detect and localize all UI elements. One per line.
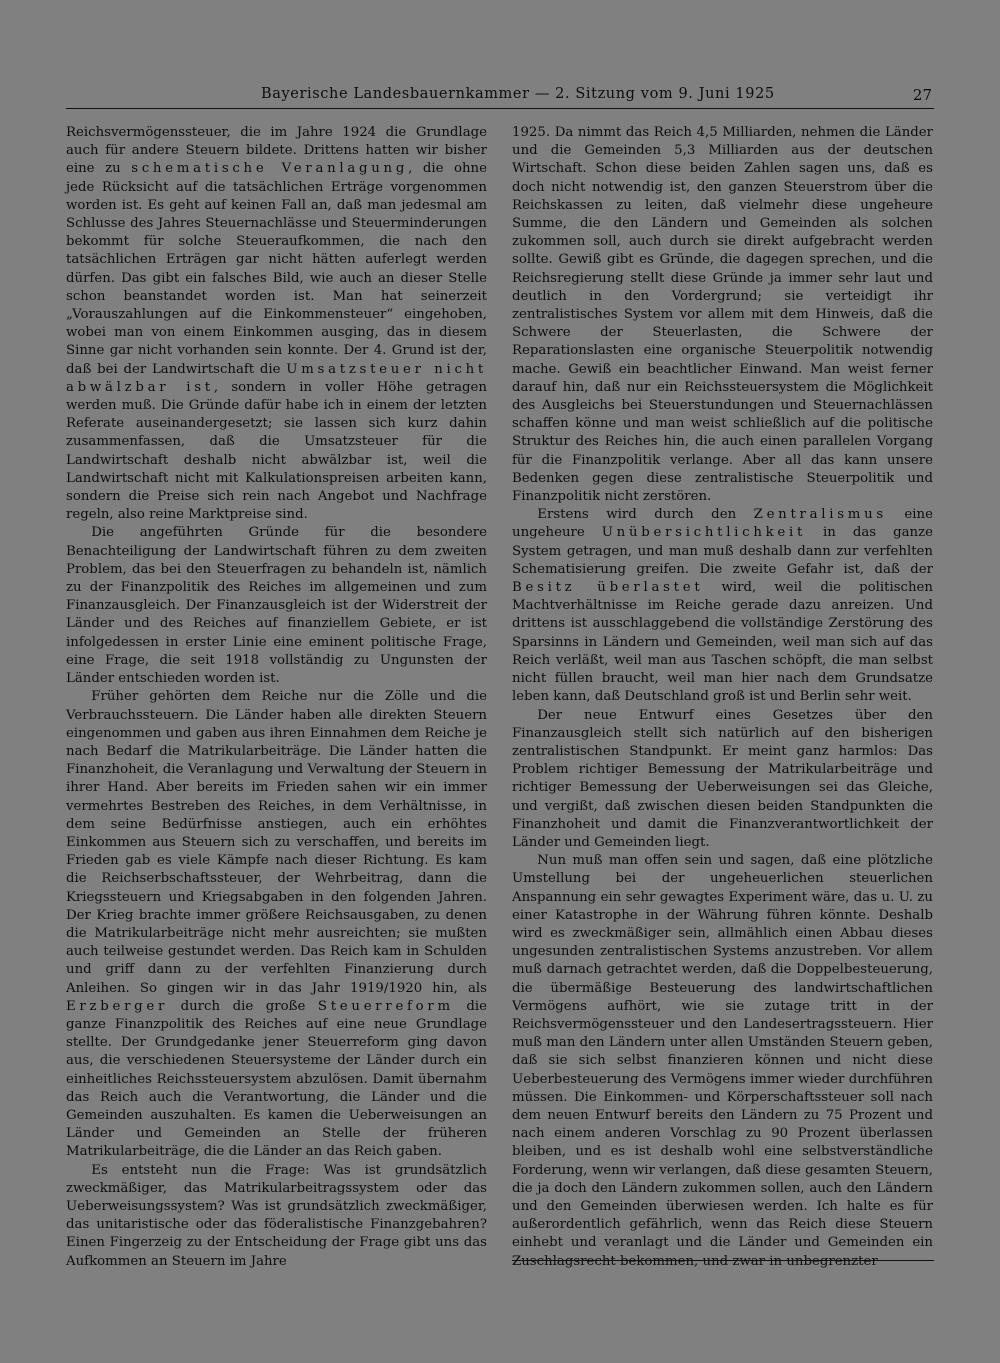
running-header	[66, 86, 934, 109]
bottom-rule	[512, 1260, 934, 1261]
right-paragraph-1: 1925. Da nimmt das Reich 4,5 Milliarden, nehmen die Länder und die Gemeinden 5,3 Milliarden aus der deutschen Wirtschaft. Schon diese beiden Zahlen sagen uns, daß es doch nicht notwendig ist, den ganzen Steuerstrom über die Reichskassen zu leiten, daß vielmehr diese ungeheure Summe, die den Ländern und Gemeinden als solchen zukommen soll, auch durch sie direkt aufgebracht werden sollte. Gewiß gibt es Gründe, die dagegen sprechen, und die Reichsregierung stellt diese Gründe ja immer sehr laut und deutlich in den Vordergrund; sie verteidigt ihr zentralistisches System vor allem mit dem Hinweis, daß die Schwere der Steuerlasten, die Schwere der Reparationslasten eine organische Steuerpolitik notwendig mache. Gewiß ein beachtlicher Einwand. Man weist ferner darauf hin, daß nur ein Reichssteuersystem die Möglichkeit des Ausgleichs bei Steuerstundungen und Steuernachlässen schaffen könne und man weist schließlich auf die politische Struktur des Reiches hin, die auch einen parallelen Vorgang für die Finanzpolitik verlange. Aber all das kann unsere Bedenken gegen diese zentralistische Steuerpolitik und Finanzpolitik nicht zerstören.	[512, 125, 933, 505]
running-title: Bayerische Landesbauernkammer — 2. Sitzung vom 9. Juni 1925	[261, 86, 775, 102]
left-paragraph-3	[66, 688, 487, 1161]
left-column	[66, 124, 487, 1271]
emphasis-text: Umsatzsteuer nicht abwälzbar ist	[66, 361, 487, 395]
emphasis-text: Erzberger	[66, 998, 169, 1014]
text-run: Reichsvermögenssteuer, die im Jahre 1924 die Grundlage auch für andere Steuern bildete. Drittens hatten wir bisher eine zu	[66, 125, 487, 177]
text-run: , sondern in voller Höhe getragen werden muß. Die Gründe dafür habe ich in einem der letzten Referate auseinandergesetzt; sie lassen sich kurz dahin zusammenfassen, daß die Umsatzsteuer für die Landwirtschaft deshalb nicht abwälzbar ist, weil die Landwirtschaft nicht mit Kalkulationspreisen arbeiten kann, sondern die Preise sich rein nach Angebot und Nachfrage regeln, also reine Marktpreise sind.	[66, 379, 487, 523]
text-run: Früher gehörten dem Reiche nur die Zölle und die Verbrauchssteuern. Die Länder haben alle direkten Steuern eingenommen und gaben aus ihren Einnahmen dem Reiche je nach Bedarf die Matrikularbeiträge. Die Länder hatten die Finanzhoheit, die Veranlagung und Verwaltung der Steuern in ihrer Hand. Aber bereits im Frieden sahen wir ein immer vermehrtes Bestreben des Reiches, in dem Verhältnisse, in dem seine Bedürfnisse anstiegen, auch ein erhöhtes Einkommen aus Steuern sich zu verschaffen, und bereits im Frieden gab es viele Kämpfe nach dieser Richtung. Es kam die Reichserbschaftssteuer, der Wehrbeitrag, dann die Kriegssteuern und Kriegsabgaben in den folgenden Jahren. Der Krieg brachte immer größere Reichsausgaben, zu denen die Matrikularbeiträge nicht mehr ausreichten; sie mußten auch teilweise gestundet werden. Das Reich kam in Schulden und griff dann zu der verfehlten Finanzierung durch Anleihen. So gingen wir in das Jahr 1919/1920 hin, als	[66, 689, 487, 996]
text-run: Erstens wird durch den	[537, 507, 754, 523]
right-paragraph-4: Nun muß man offen sein und sagen, daß eine plötzliche Umstellung bei der ungeheuerlichen steuerlichen Anspannung ein sehr gewagtes Experiment wäre, das u. U. zu einer Katastrophe in der Währung führen könnte. Deshalb wird es zweckmäßiger sein, allmählich einen Abbau dieses ungesunden zentralistischen Systems anzustreben. Vor allem muß darnach getrachtet werden, daß die Doppelbesteuerung, die übermäßige Besteuerung des landwirtschaftlichen Vermögens aufhört, wie sie zutage tritt in der Reichsvermögenssteuer und den Landesertragssteuern. Hier muß man den Ländern unter allen Umständen Steuern geben, daß sie sich selbst finanzieren können und nicht diese Ueberbesteuerung des Vermögens immer wieder durchführen müssen. Die Einkommen- und Körperschaftssteuer soll nach dem neuen Entwurf bereits den Ländern zu 75 Prozent und nach einem anderen Vorschlag zu 90 Prozent überlassen bleiben, und es ist deshalb wohl eine selbstverständliche Forderung, wenn wir verlangen, daß diese gesamten Steuern, die ja doch den Ländern zukommen sollen, auch den Ländern und den Gemeinden überwiesen werden. Ich halte es für außerordentlich gefährlich, wenn das Reich diese Steuern einhebt und veranlagt und die Länder und Gemeinden ein Zuschlagsrecht bekommen, und zwar in unbegrenzter	[512, 853, 933, 1269]
emphasis-text: Unübersichtlichkeit	[601, 525, 807, 541]
emphasis-text: Steuerreform	[317, 998, 454, 1014]
text-run: die ganze Finanzpolitik des Reiches auf eine neue Grundlage stellte. Der Grundgedanke jener Steuerreform ging davon aus, die verschiedenen Steuersysteme der Länder durch ein einheitliches Reichssteuersystem abzulösen. Damit übernahm das Reich auch die Verantwortung, die Länder und die Gemeinden auszuhalten. Es kamen die Ueberweisungen an Länder und Gemeinden an Stelle der früheren Matrikularbeiträge, die die Länder an das Reich gaben.	[66, 998, 487, 1160]
emphasis-text: Zentralismus	[753, 507, 887, 523]
left-paragraph-4: Es entsteht nun die Frage: Was ist grundsätzlich zweckmäßiger, das Matrikularbeitragssystem oder das Ueberweisungssystem? Was ist grundsätzlich zweckmäßiger, das unitaristische oder das föderalistische Finanzgebahren? Einen Fingerzeig zu der Entscheidung der Frage gibt uns das Aufkommen an Steuern im Jahre	[66, 1162, 487, 1269]
text-run: , die ohne jede Rücksicht auf die tatsächlichen Erträge vorgenommen worden ist. Es geht auf keinen Fall an, daß man jedesmal am Schlusse des Jahres Steuernachlässe und Steuerminderungen bekommt für solche Steueraufkommen, die nach den tatsächlichen Erträgen gar nicht hätten auferlegt werden dürfen. Das gibt ein falsches Bild, wie auch an dieser Stelle schon beanstandet worden ist. Man hat seinerzeit „Vorauszahlungen auf die Einkommensteuer“ eingehoben, wobei man von einem Einkommen ausging, das in diesem Sinne gar nicht vorhanden sein konnte. Der 4. Grund ist der, daß bei der Landwirtschaft die	[66, 161, 487, 377]
text-run: eine ungeheure	[512, 507, 933, 541]
text-run: in das ganze System getragen, und man muß deshalb dann zur verfehlten Schematisierung greifen. Die zweite Gefahr ist, daß der	[512, 525, 933, 577]
right-paragraph-3: Der neue Entwurf eines Gesetzes über den Finanzausgleich stellt sich natürlich auf den bisherigen zentralistischen Standpunkt. Er meint ganz harmlos: Das Problem richtiger Bemessung der Matrikularbeiträge und richtiger Bemessung der Ueberweisungen sei das Gleiche, und vergißt, daß zwischen diesen beiden Standpunkten die Finanzhoheit und damit die Finanzverantwortlichkeit der Länder und Gemeinden liegt.	[512, 707, 933, 850]
emphasis-text: Besitz überlastet	[512, 580, 704, 596]
left-paragraph-1	[66, 124, 487, 524]
right-column	[512, 124, 933, 1271]
right-paragraph-2	[512, 506, 933, 706]
left-paragraph-2: Die angeführten Gründe für die besondere Benachteiligung der Landwirtschaft führen zu dem zweiten Problem, das bei den Steuerfragen zu behandeln ist, nämlich zu der Finanzpolitik des Reiches im allgemeinen und zum Finanzausgleich. Der Finanzausgleich ist der Widerstreit der Länder und des Reiches auf finanziellem Gebiete, er ist infolgedessen in erster Linie eine eminent politische Frage, eine Frage, die seit 1918 vollständig zu Ungunsten der Länder entschieden worden ist.	[66, 525, 487, 687]
text-run: durch die große	[168, 998, 318, 1014]
page-number: 27	[912, 86, 932, 104]
emphasis-text: schematische Veranlagung	[131, 161, 409, 177]
text-run: wird, weil die politischen Machtverhältnisse im Reiche gerade dazu anreizen. Und drittens ist ausschlaggebend die vollständige Zerstörung des Sparsinns in Ländern und Gemeinden, weil man sich auf das Reich verläßt, weil man aus Taschen schöpft, die man selbst nicht füllen braucht, weil man hier nach dem Grundsatze leben kann, daß Deutschland groß ist und Berlin sehr weit.	[512, 580, 933, 705]
